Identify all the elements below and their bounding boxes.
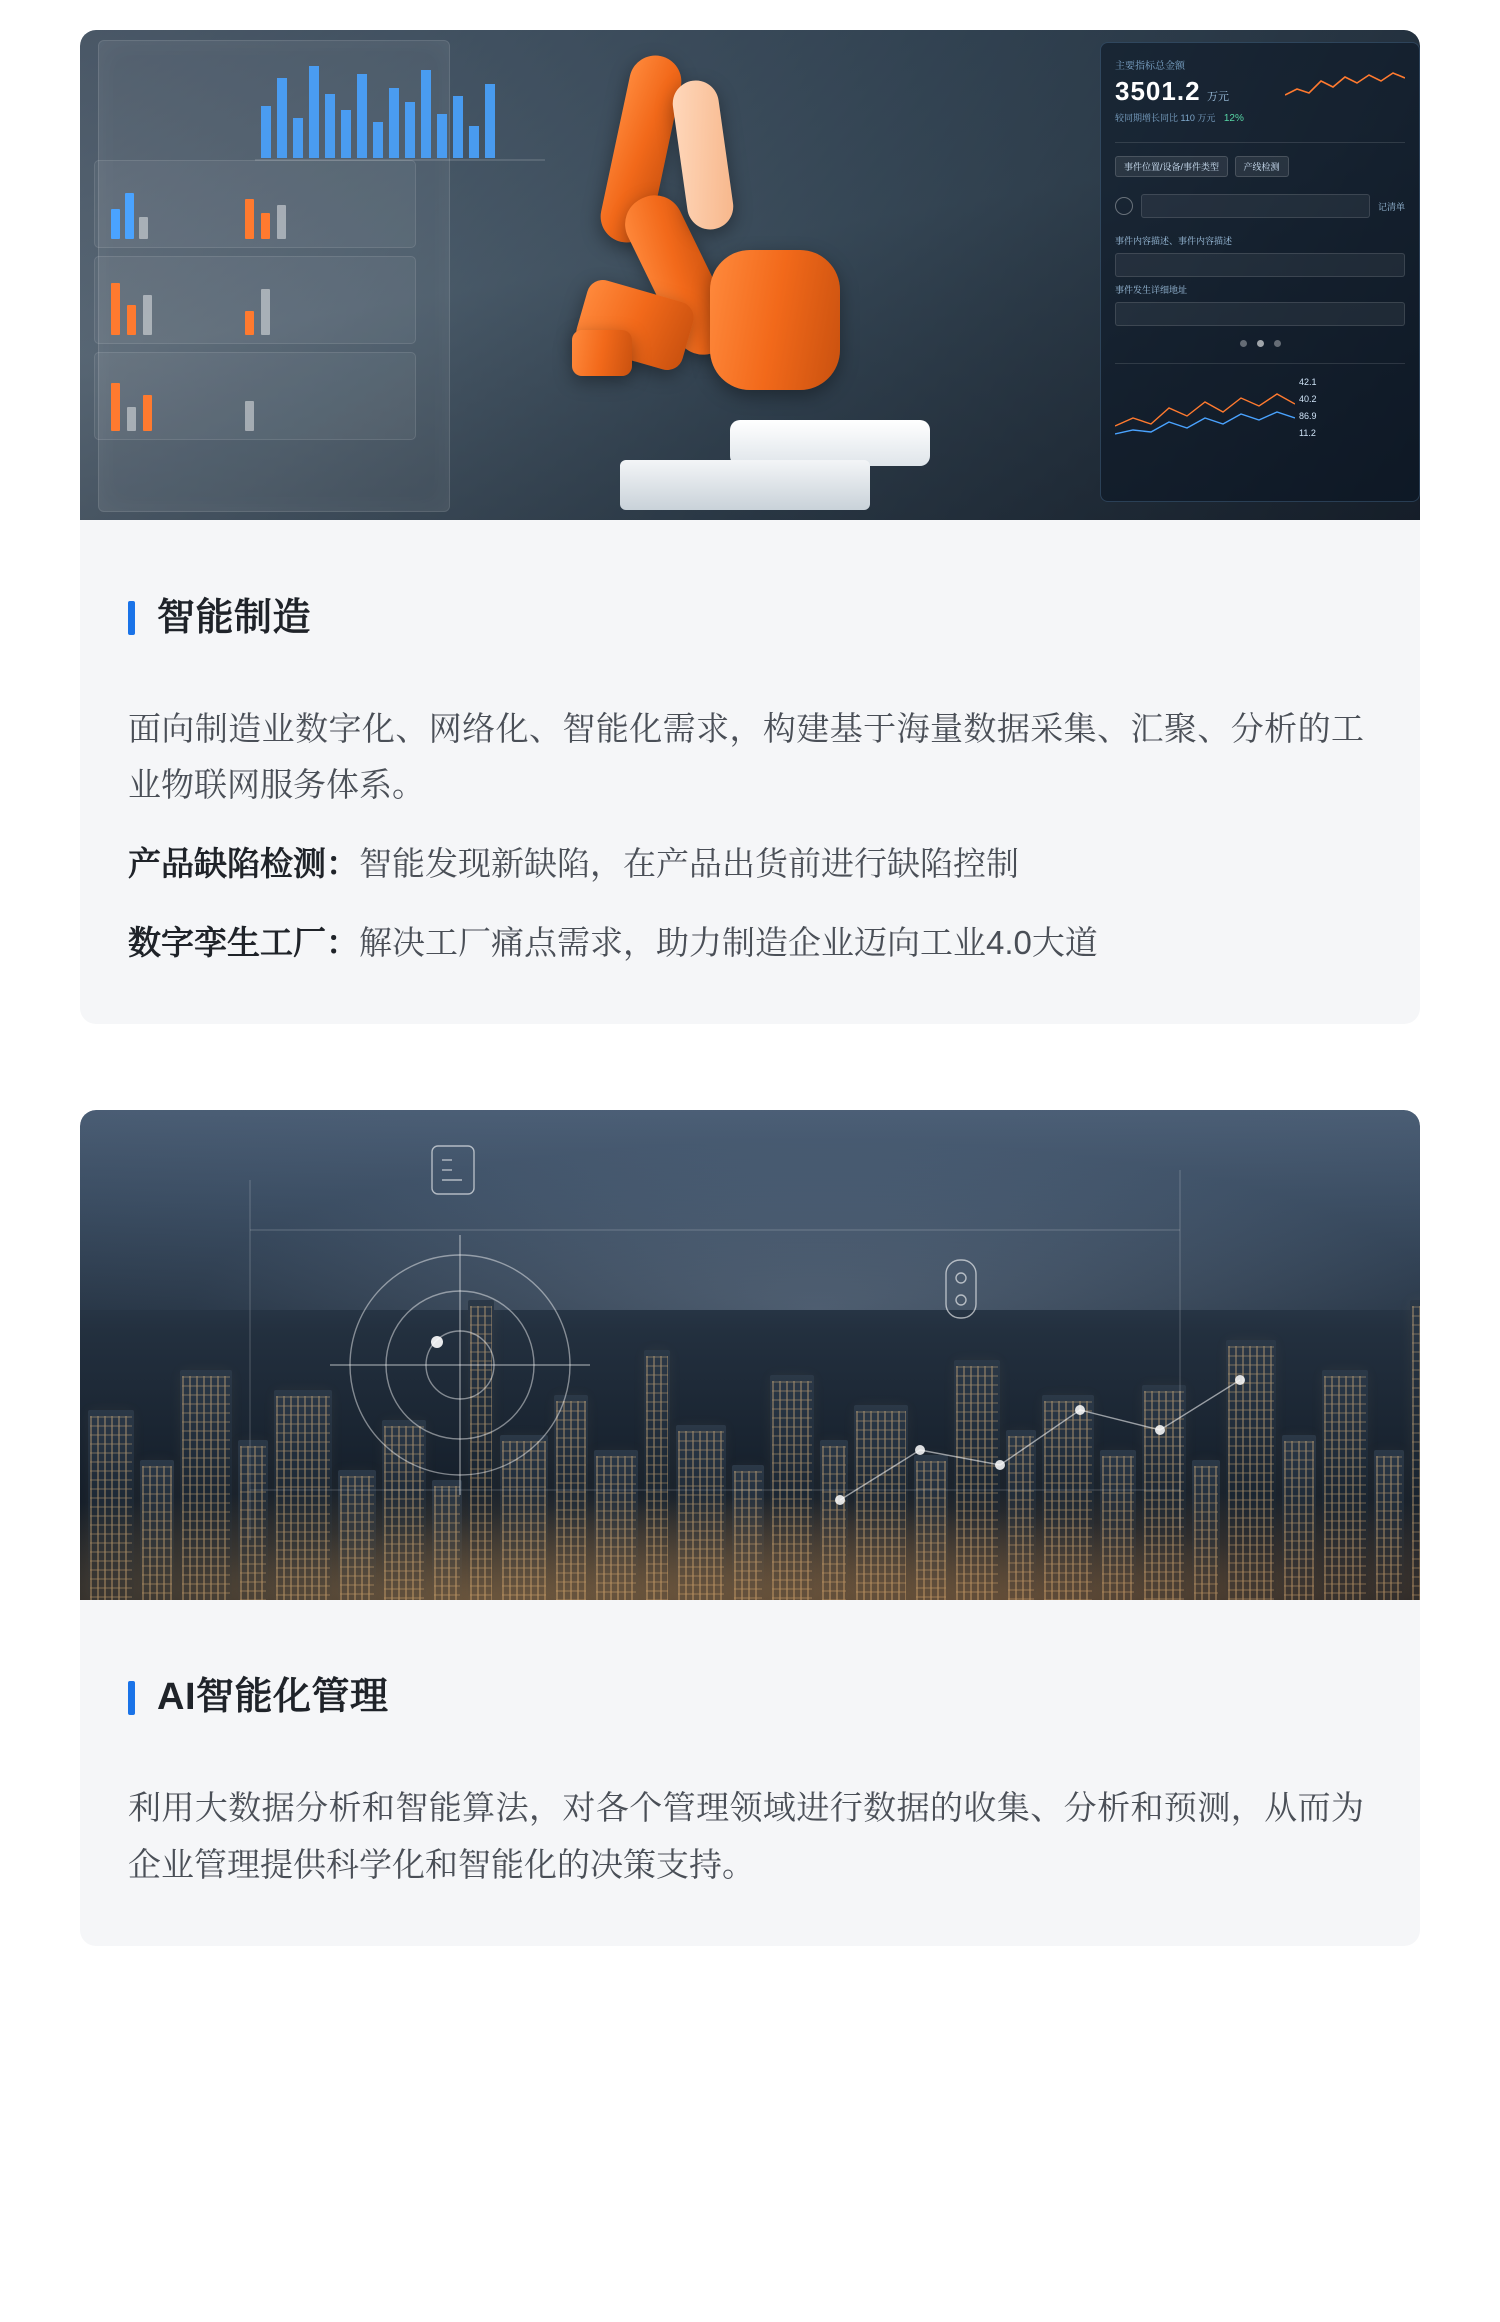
analytics-overlay [80,1110,1420,1600]
kpi-sparkline [1285,69,1405,103]
feature-card-smart-manufacturing [80,30,1420,1024]
filter-chip[interactable]: 产线检测 [1235,156,1289,177]
card-body [80,1600,1420,1946]
feature-card-ai-management [80,1110,1420,1946]
hud-stat: 11.2 [1299,428,1316,439]
hud-section-label: 事件发生详细地址 [1115,285,1188,295]
device-node-icon [946,1260,976,1318]
card-paragraph [128,915,1364,972]
card-title-row [128,1644,1364,1753]
smart-city-skyline-night-photo [80,1110,1420,1600]
page-title: AI智能化管理 [157,1676,389,1719]
carousel-dot[interactable] [1257,340,1264,347]
kpi-label: 主要指标总金额 [1115,61,1185,72]
hud-text-field[interactable] [1115,253,1405,277]
hud-area-chart [1115,374,1295,444]
kpi-sub: 较同期增长同比 110 万元 [1115,113,1216,123]
accent-bar [128,1681,135,1715]
card-paragraph: 利用大数据分析和智能算法，对各个管理领域进行数据的收集、分析和预测，从而为企业管理提供科学化和智能化的决策支持。 [128,1789,1364,1884]
kpi-delta: 12% [1223,113,1244,124]
hud-side-label: 记清单 [1377,201,1405,212]
hud-text-field[interactable] [1115,302,1405,326]
carousel-dot[interactable] [1274,340,1281,347]
robot-arm-graphic [560,40,940,470]
card-body [80,520,1420,1024]
card-paragraph: 面向制造业数字化、网络化、智能化需求，构建基于海量数据采集、汇聚、分析的工业物联网服务体系。 [128,709,1364,804]
paragraph-text: 解决工厂痛点需求，助力制造企业迈向工业4.0大道 [359,923,1098,961]
hud-section-label: 事件内容描述、事件内容描述 [1115,236,1233,246]
industrial-robot-arm-dashboard-photo [80,30,1420,520]
search-field[interactable] [1141,194,1370,218]
page-bottom-space [80,2032,1420,2042]
card-title-row [128,564,1364,673]
kpi-value: 3501.2 [1115,76,1201,106]
paragraph-text: 智能发现新缺陷，在产品出货前进行缺陷控制 [359,845,1019,883]
dashboard-left-row [94,352,416,440]
hud-stat: 40.2 [1299,394,1317,405]
radar-target-icon [330,1235,590,1495]
carousel-dot[interactable] [1240,340,1247,347]
building-analytics-icon [432,1146,474,1194]
card-paragraph [128,836,1364,893]
paragraph-lead: 产品缺陷检测： [128,845,359,883]
filter-chip[interactable]: 事件位置/设备/事件类型 [1115,156,1228,177]
robot-pedestal [620,460,870,510]
hud-stat: 42.1 [1299,377,1317,387]
hud-stat: 86.9 [1299,411,1317,422]
dashboard-bar-chart [255,48,545,168]
page-title: 智能制造 [157,596,312,639]
kpi-unit: 万元 [1207,91,1230,103]
dashboard-hud-panel [1100,42,1420,502]
target-icon [1115,197,1133,215]
paragraph-lead: 数字孪生工厂： [128,923,359,961]
accent-bar [128,601,135,635]
dashboard-left-row [94,256,416,344]
dashboard-left-row [94,160,416,248]
